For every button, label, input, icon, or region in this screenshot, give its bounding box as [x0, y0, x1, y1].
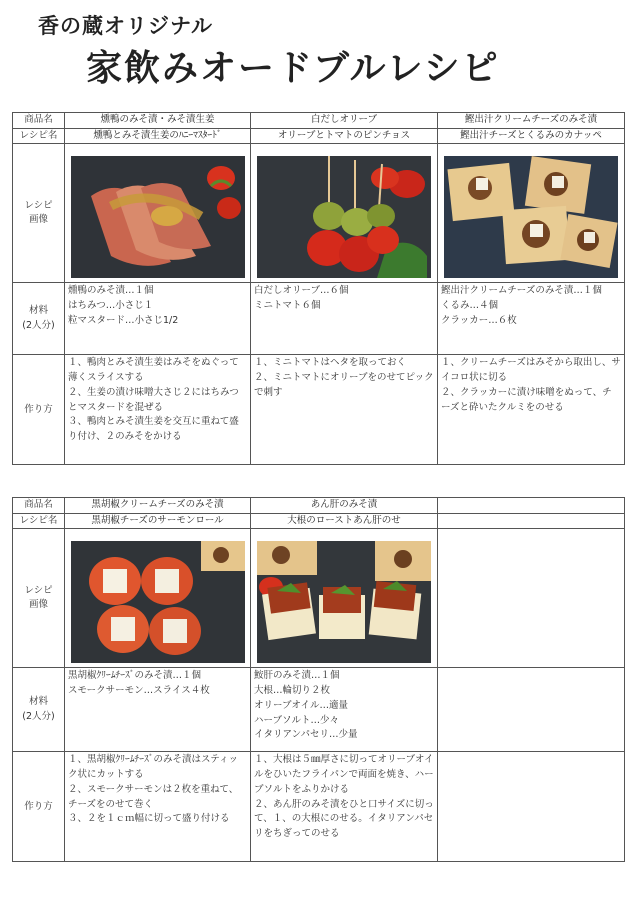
- ingredient-item: 大根…輪切り２枚: [254, 685, 331, 697]
- label-recipe-name: レシピ名: [13, 513, 65, 529]
- recipe-table-2: [12, 497, 625, 862]
- brand-name: 香の蔵オリジナル: [38, 14, 213, 38]
- recipe-name: 燻鴨とみそ漬生姜のﾊﾆｰﾏｽﾀｰﾄﾞ: [65, 128, 251, 144]
- recipe-image-cell: [65, 144, 251, 283]
- method-step: ２、あん肝のみそ漬をひと口サイズに切って、１、の大根にのせる。イタリアンパセリをちぎってのせる: [254, 798, 434, 840]
- method-step: １、ミニトマトはヘタを取っておく: [254, 357, 407, 369]
- ingredient-item: ミニトマト６個: [254, 300, 321, 312]
- recipe-name: 鰹出汁チーズとくるみのカナッペ: [438, 128, 625, 144]
- label-recipe-image: レシピ 画像: [13, 144, 65, 283]
- empty-cell: [438, 498, 625, 514]
- method-step: １、鴨肉とみそ漬生姜はみそをぬぐって薄くスライスする: [68, 357, 239, 384]
- method-step: ２、スモークサーモンは２枚を重ねて、チーズをのせて巻く: [68, 783, 239, 810]
- duck-recipe-photo: [71, 156, 245, 278]
- ingredient-item: 白だしオリーブ…６個: [254, 285, 349, 297]
- ingredient-item: ハーブソルト…少々: [254, 714, 340, 726]
- ingredient-item: 鮟肝のみそ漬…１個: [254, 670, 340, 682]
- empty-cell: [438, 752, 625, 862]
- method-step: １、大根は５㎜厚さに切ってオリーブオイルをひいたフライパンで両面を焼き、ハーブソルトをふりかける: [254, 754, 434, 795]
- ingredients-cell: [438, 283, 625, 355]
- ingredients-cell: [65, 283, 251, 355]
- ingredient-item: くるみ…４個: [441, 300, 499, 312]
- ingredient-item: イタリアンパセリ…少量: [254, 729, 358, 741]
- method-cell: [438, 355, 625, 465]
- label-method: 作り方: [13, 752, 65, 862]
- recipe-image-cell: [251, 529, 438, 668]
- ingredient-item: 鰹出汁クリームチーズのみそ漬…１個: [441, 285, 602, 297]
- recipe-image-cell: [251, 144, 438, 283]
- ingredients-cell: [251, 283, 438, 355]
- product-name: 白だしオリーブ: [251, 113, 438, 129]
- salmon-roll-recipe-photo: [71, 541, 245, 663]
- product-name: 燻鴨のみそ漬・みそ漬生姜: [65, 113, 251, 129]
- olive-recipe-photo: [257, 156, 431, 278]
- ingredient-item: スモークサーモン…スライス４枚: [68, 685, 210, 697]
- method-cell: [251, 355, 438, 465]
- ingredients-cell: [65, 668, 251, 752]
- method-step: ３、２を１ｃｍ幅に切って盛り付ける: [68, 813, 230, 825]
- method-step: １、黒胡椒ｸﾘｰﾑﾁｰｽﾞのみそ漬はスティック状にカットする: [68, 754, 239, 781]
- label-method: 作り方: [13, 355, 65, 465]
- method-step: ２、生姜の漬け味噌大さじ２にはちみつとマスタードを混ぜる: [68, 386, 239, 413]
- method-step: ３、鴨肉とみそ漬生姜を交互に重ねて盛り付け、２のみそをかける: [68, 416, 239, 443]
- recipe-name: 大根のローストあん肝のせ: [251, 513, 438, 529]
- ingredients-cell: [251, 668, 438, 752]
- canape-recipe-photo: [444, 156, 618, 278]
- ingredient-item: オリーブオイル…適量: [254, 699, 348, 711]
- empty-cell: [438, 668, 625, 752]
- label-recipe-name: レシピ名: [13, 128, 65, 144]
- label-product: 商品名: [13, 498, 65, 514]
- method-step: １、クリームチーズはみそから取出し、サイコロ状に切る: [441, 357, 621, 384]
- method-cell: [251, 752, 438, 862]
- ingredient-item: はちみつ…小さじ１: [68, 300, 154, 312]
- recipe-image-cell: [65, 529, 251, 668]
- recipe-table-1: [12, 112, 625, 465]
- label-ingredients: 材料 (2人分): [13, 283, 65, 355]
- empty-cell: [438, 513, 625, 529]
- product-name: 黒胡椒クリームチーズのみそ漬: [65, 498, 251, 514]
- recipe-name: 黒胡椒チーズのサーモンロール: [65, 513, 251, 529]
- empty-cell: [438, 529, 625, 668]
- label-product: 商品名: [13, 113, 65, 129]
- ingredient-item: 燻鴨のみそ漬…１個: [68, 285, 154, 297]
- daikon-recipe-photo: [257, 541, 431, 663]
- label-recipe-image: レシピ 画像: [13, 529, 65, 668]
- method-cell: [65, 752, 251, 862]
- ingredient-item: 粒マスタード…小さじ1/2: [68, 314, 179, 326]
- ingredient-item: クラッカー…６枚: [441, 314, 517, 326]
- page-title: 家飲みオードブルレシピ: [86, 48, 500, 89]
- product-name: あん肝のみそ漬: [251, 498, 438, 514]
- ingredient-item: 黒胡椒ｸﾘｰﾑﾁｰｽﾞのみそ漬…１個: [68, 670, 202, 682]
- label-ingredients: 材料 (2人分): [13, 668, 65, 752]
- method-step: ２、クラッカーに漬け味噌をぬって、チーズと砕いたクルミをのせる: [441, 386, 612, 413]
- method-cell: [65, 355, 251, 465]
- product-name: 鰹出汁クリームチーズのみそ漬: [438, 113, 625, 129]
- recipe-image-cell: [438, 144, 625, 283]
- recipe-name: オリーブとトマトのピンチョス: [251, 128, 438, 144]
- method-step: ２、ミニトマトにオリーブをのせてピックで刺す: [254, 372, 434, 398]
